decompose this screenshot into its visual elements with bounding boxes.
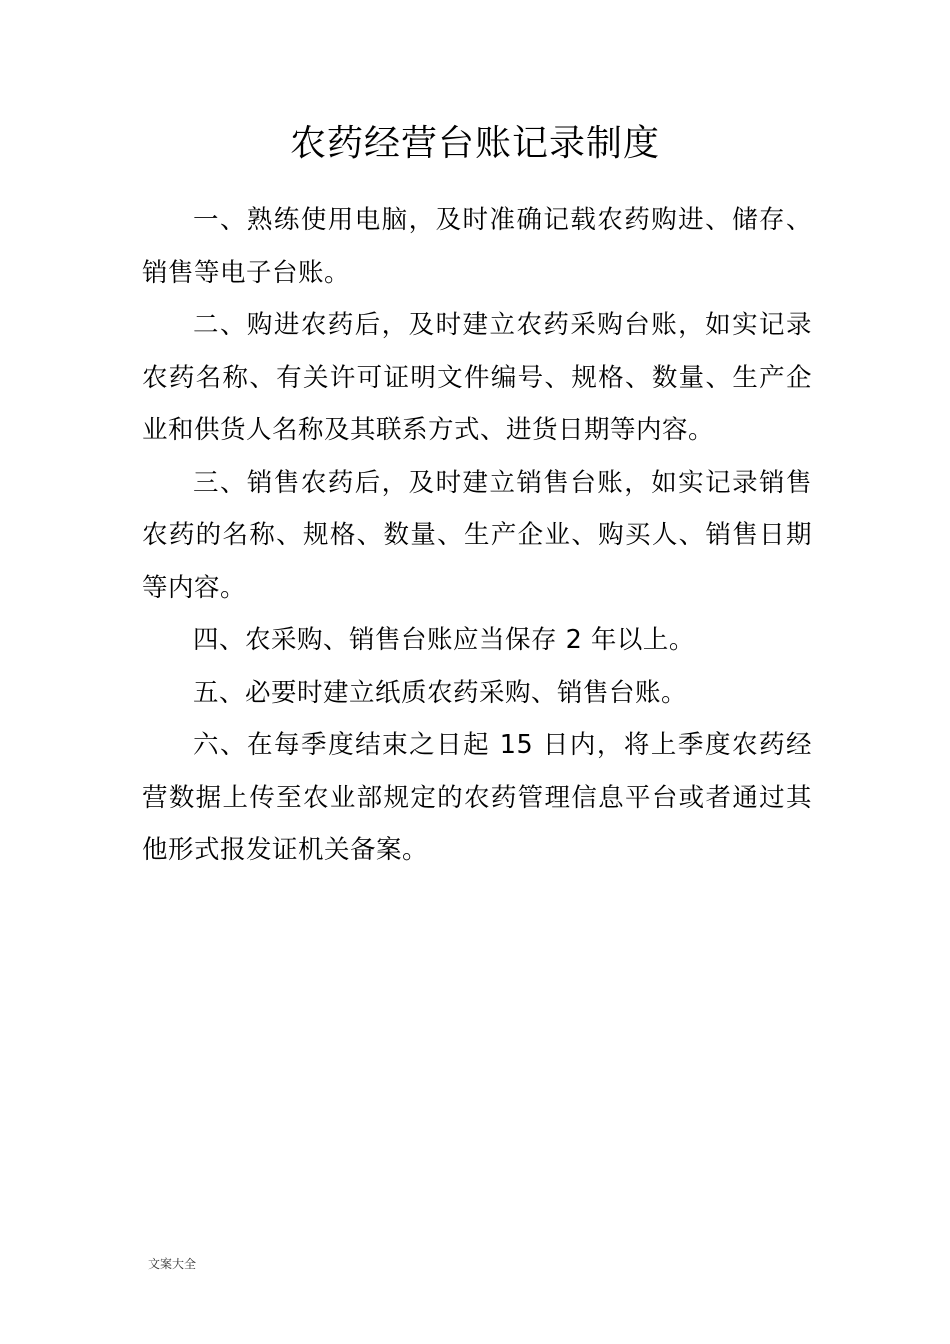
footer-watermark: 文案大全 — [148, 1257, 197, 1271]
paragraph-4: 四、农采购、销售台账应当保存 2 年以上。 — [193, 625, 695, 655]
document-body — [142, 194, 812, 877]
paragraph-1: 一、熟练使用电脑，及时准确记载农药购进、储存、销售等电子台账。 — [142, 205, 812, 288]
paragraph-2: 二、购进农药后，及时建立农药采购台账，如实记录农药名称、有关许可证明文件编号、规格、数量、生产企业和供货人名称及其联系方式、进货日期等内容。 — [142, 310, 812, 445]
paragraph-6: 六、在每季度结束之日起 15 日内，将上季度农药经营数据上传至农业部规定的农药管理信息平台或者通过其他形式报发证机关备案。 — [142, 730, 812, 865]
document-title: 农药经营台账记录制度 — [289, 123, 660, 164]
paragraph-5: 五、必要时建立纸质农药采购、销售台账。 — [193, 677, 688, 708]
paragraph-3: 三、销售农药后，及时建立销售台账，如实记录销售农药的名称、规格、数量、生产企业、购买人、销售日期等内容。 — [142, 467, 812, 603]
